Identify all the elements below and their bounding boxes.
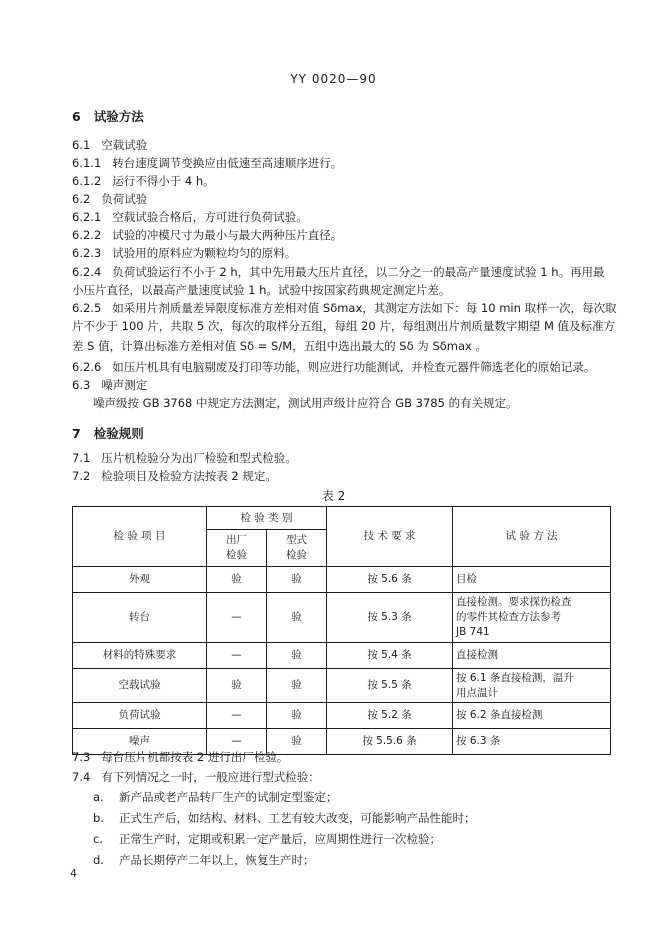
cell-requirement: 按 5.3 条 <box>327 593 453 643</box>
clause-6-3 <box>72 378 147 392</box>
list-label: b. <box>93 811 104 825</box>
section-number: 6 <box>72 109 81 124</box>
clause-text: 转台速度调节变换应由低速至高速顺序进行。 <box>112 156 343 170</box>
cell-type: 验 <box>267 593 327 643</box>
clause-7-3 <box>72 750 288 764</box>
cell-factory: 验 <box>207 567 267 593</box>
clause-number: 7.1 <box>72 451 91 465</box>
clause-6-2-1 <box>72 210 308 224</box>
clause-text: 如压片机具有电脑剔废及打印等功能，则应进行功能测试，并检查元器件筛选老化的原始记录。 <box>112 360 596 374</box>
page-number: 4 <box>70 867 77 880</box>
clause-text: 压片机检验分为出厂检验和型式检验。 <box>101 451 297 465</box>
clause-6-2-3 <box>72 246 296 260</box>
table-row <box>73 643 611 669</box>
cell-item: 外观 <box>73 567 207 593</box>
cell-item: 材料的特殊要求 <box>73 643 207 669</box>
clause-text: 试验的冲模尺寸为最小与最大两种压片直径。 <box>112 228 343 242</box>
list-item <box>93 811 476 825</box>
clause-number: 6.1.2 <box>72 174 102 188</box>
header-method: 试 验 方 法 <box>453 507 611 567</box>
cell-requirement: 按 5.5.6 条 <box>327 729 453 755</box>
clause-number: 6.2.3 <box>72 246 102 260</box>
section-7-heading <box>72 427 144 441</box>
clause-6-2-4-cont: 小压片直径，以最高产量速度试验 1 h。试验中按国家药典规定测定片差。 <box>72 283 451 297</box>
clause-title: 空载试验 <box>101 138 148 152</box>
clause-6-1 <box>72 138 147 152</box>
clause-6-2-5-formula-line: 差 S 值，计算出标准方差相对值 Sδ = S/M，五组中选出最大的 Sδ 为 Sδmax 。 <box>72 339 487 353</box>
cell-item: 负荷试验 <box>73 703 207 729</box>
cell-item: 转台 <box>73 593 207 643</box>
cell-type: 验 <box>267 669 327 703</box>
clause-title: 负荷试验 <box>101 192 148 206</box>
clause-text: 运行不得小于 4 h。 <box>112 174 215 188</box>
clause-number: 6.2 <box>72 192 91 206</box>
list-label: a. <box>93 790 104 804</box>
list-item <box>93 853 315 867</box>
list-text: 新产品或老产品转厂生产的试制定型鉴定； <box>119 790 338 804</box>
cell-method: 按 6.1 条直接检测，温升 用点温计 <box>453 669 611 703</box>
clause-number: 6.3 <box>72 378 91 392</box>
cell-item: 空载试验 <box>73 669 207 703</box>
cell-item: 噪声 <box>73 729 207 755</box>
list-item <box>93 832 441 846</box>
cell-method: 直接检测。要求探伤检查 的零件其检查方法参考 JB 741 <box>453 593 611 643</box>
clause-number: 7.3 <box>72 750 91 764</box>
clause-6-3-text: 噪声级按 GB 3768 中规定方法测定，测试用声级计应符合 GB 3785 的有关规定。 <box>93 396 518 410</box>
clause-6-2 <box>72 192 147 206</box>
header-requirement: 技 术 要 求 <box>327 507 453 567</box>
document-header: YY 0020—90 <box>290 72 377 86</box>
list-label: c. <box>93 832 103 846</box>
clause-6-2-2 <box>72 228 342 242</box>
clause-number: 6.2.2 <box>72 228 102 242</box>
clause-text: 检验项目及检验方法按表 2 规定。 <box>101 469 277 483</box>
clause-text: 每台压片机都按表 2 进行出厂检验。 <box>101 750 289 764</box>
header-category: 检 验 类 别 <box>207 507 327 530</box>
clause-7-1 <box>72 451 297 465</box>
list-text: 正式生产后，如结构、材料、工艺有较大改变，可能影响产品性能时； <box>119 811 476 825</box>
table-row <box>73 669 611 703</box>
section-number: 7 <box>72 426 81 441</box>
list-text: 正常生产时，定期或积累一定产量后，应周期性进行一次检验； <box>119 832 441 846</box>
cell-method: 目检 <box>453 567 611 593</box>
clause-number: 6.2.5 <box>72 301 102 315</box>
cell-type: 验 <box>267 643 327 669</box>
clause-number: 6.2.1 <box>72 210 102 224</box>
list-label: d. <box>93 853 104 867</box>
table-row <box>73 703 611 729</box>
clause-text: 负荷试验运行不小于 2 h，其中先用最大压片直径，以二分之一的最高产量速度试验 1 h。再用最 <box>112 265 605 279</box>
table-row <box>73 567 611 593</box>
cell-method: 按 6.3 条 <box>453 729 611 755</box>
cell-factory: 验 <box>207 669 267 703</box>
clause-6-2-4 <box>72 265 605 279</box>
clause-text: 如采用片剂质量差异限度标准方差相对值 Sδmax，其测定方法如下：每 10 min 取样一次，每次取 <box>112 301 617 315</box>
clause-number: 6.2.4 <box>72 265 102 279</box>
clause-number: 7.4 <box>72 770 91 784</box>
cell-type: 验 <box>267 567 327 593</box>
clause-text: 有下列情况之一时，一般应进行型式检验： <box>101 770 320 784</box>
table-caption: 表 2 <box>321 489 346 503</box>
cell-type: 验 <box>267 729 327 755</box>
list-item <box>93 790 338 804</box>
cell-requirement: 按 5.6 条 <box>327 567 453 593</box>
clause-6-1-1 <box>72 156 342 170</box>
header-item: 检 验 项 目 <box>73 507 207 567</box>
cell-method: 按 6.2 条直接检测 <box>453 703 611 729</box>
clause-text: 空载试验合格后，方可进行负荷试验。 <box>112 210 308 224</box>
cell-requirement: 按 5.4 条 <box>327 643 453 669</box>
clause-text: 试验用的原料应为颗粒均匀的原料。 <box>112 246 297 260</box>
clause-6-1-2 <box>72 174 215 188</box>
cell-type: 验 <box>267 703 327 729</box>
clause-title: 噪声测定 <box>101 378 148 392</box>
clause-number: 6.2.6 <box>72 360 102 374</box>
clause-7-4 <box>72 770 320 784</box>
header-factory: 出厂 检验 <box>207 530 267 567</box>
inspection-table <box>72 506 611 755</box>
cell-method: 直接检测 <box>453 643 611 669</box>
cell-requirement: 按 5.2 条 <box>327 703 453 729</box>
section-title: 检验规则 <box>93 426 144 441</box>
header-type: 型式 检验 <box>267 530 327 567</box>
cell-requirement: 按 5.5 条 <box>327 669 453 703</box>
table-row <box>73 593 611 643</box>
list-text: 产品长期停产二年以上，恢复生产时； <box>119 853 315 867</box>
clause-number: 6.1 <box>72 138 91 152</box>
clause-number: 6.1.1 <box>72 156 102 170</box>
clause-number: 7.2 <box>72 469 91 483</box>
clause-7-2 <box>72 469 277 483</box>
section-6-heading <box>72 110 144 124</box>
clause-6-2-5-cont: 片不少于 100 片，共取 5 次，每次的取样分五组，每组 20 片，每组测出片剂质量数字期望 M 值及标准方 <box>72 319 616 333</box>
cell-factory: — <box>207 729 267 755</box>
cell-factory: — <box>207 593 267 643</box>
clause-6-2-5 <box>72 301 617 315</box>
section-title: 试验方法 <box>93 109 144 124</box>
cell-factory: — <box>207 643 267 669</box>
clause-6-2-6 <box>72 360 595 374</box>
cell-factory: — <box>207 703 267 729</box>
